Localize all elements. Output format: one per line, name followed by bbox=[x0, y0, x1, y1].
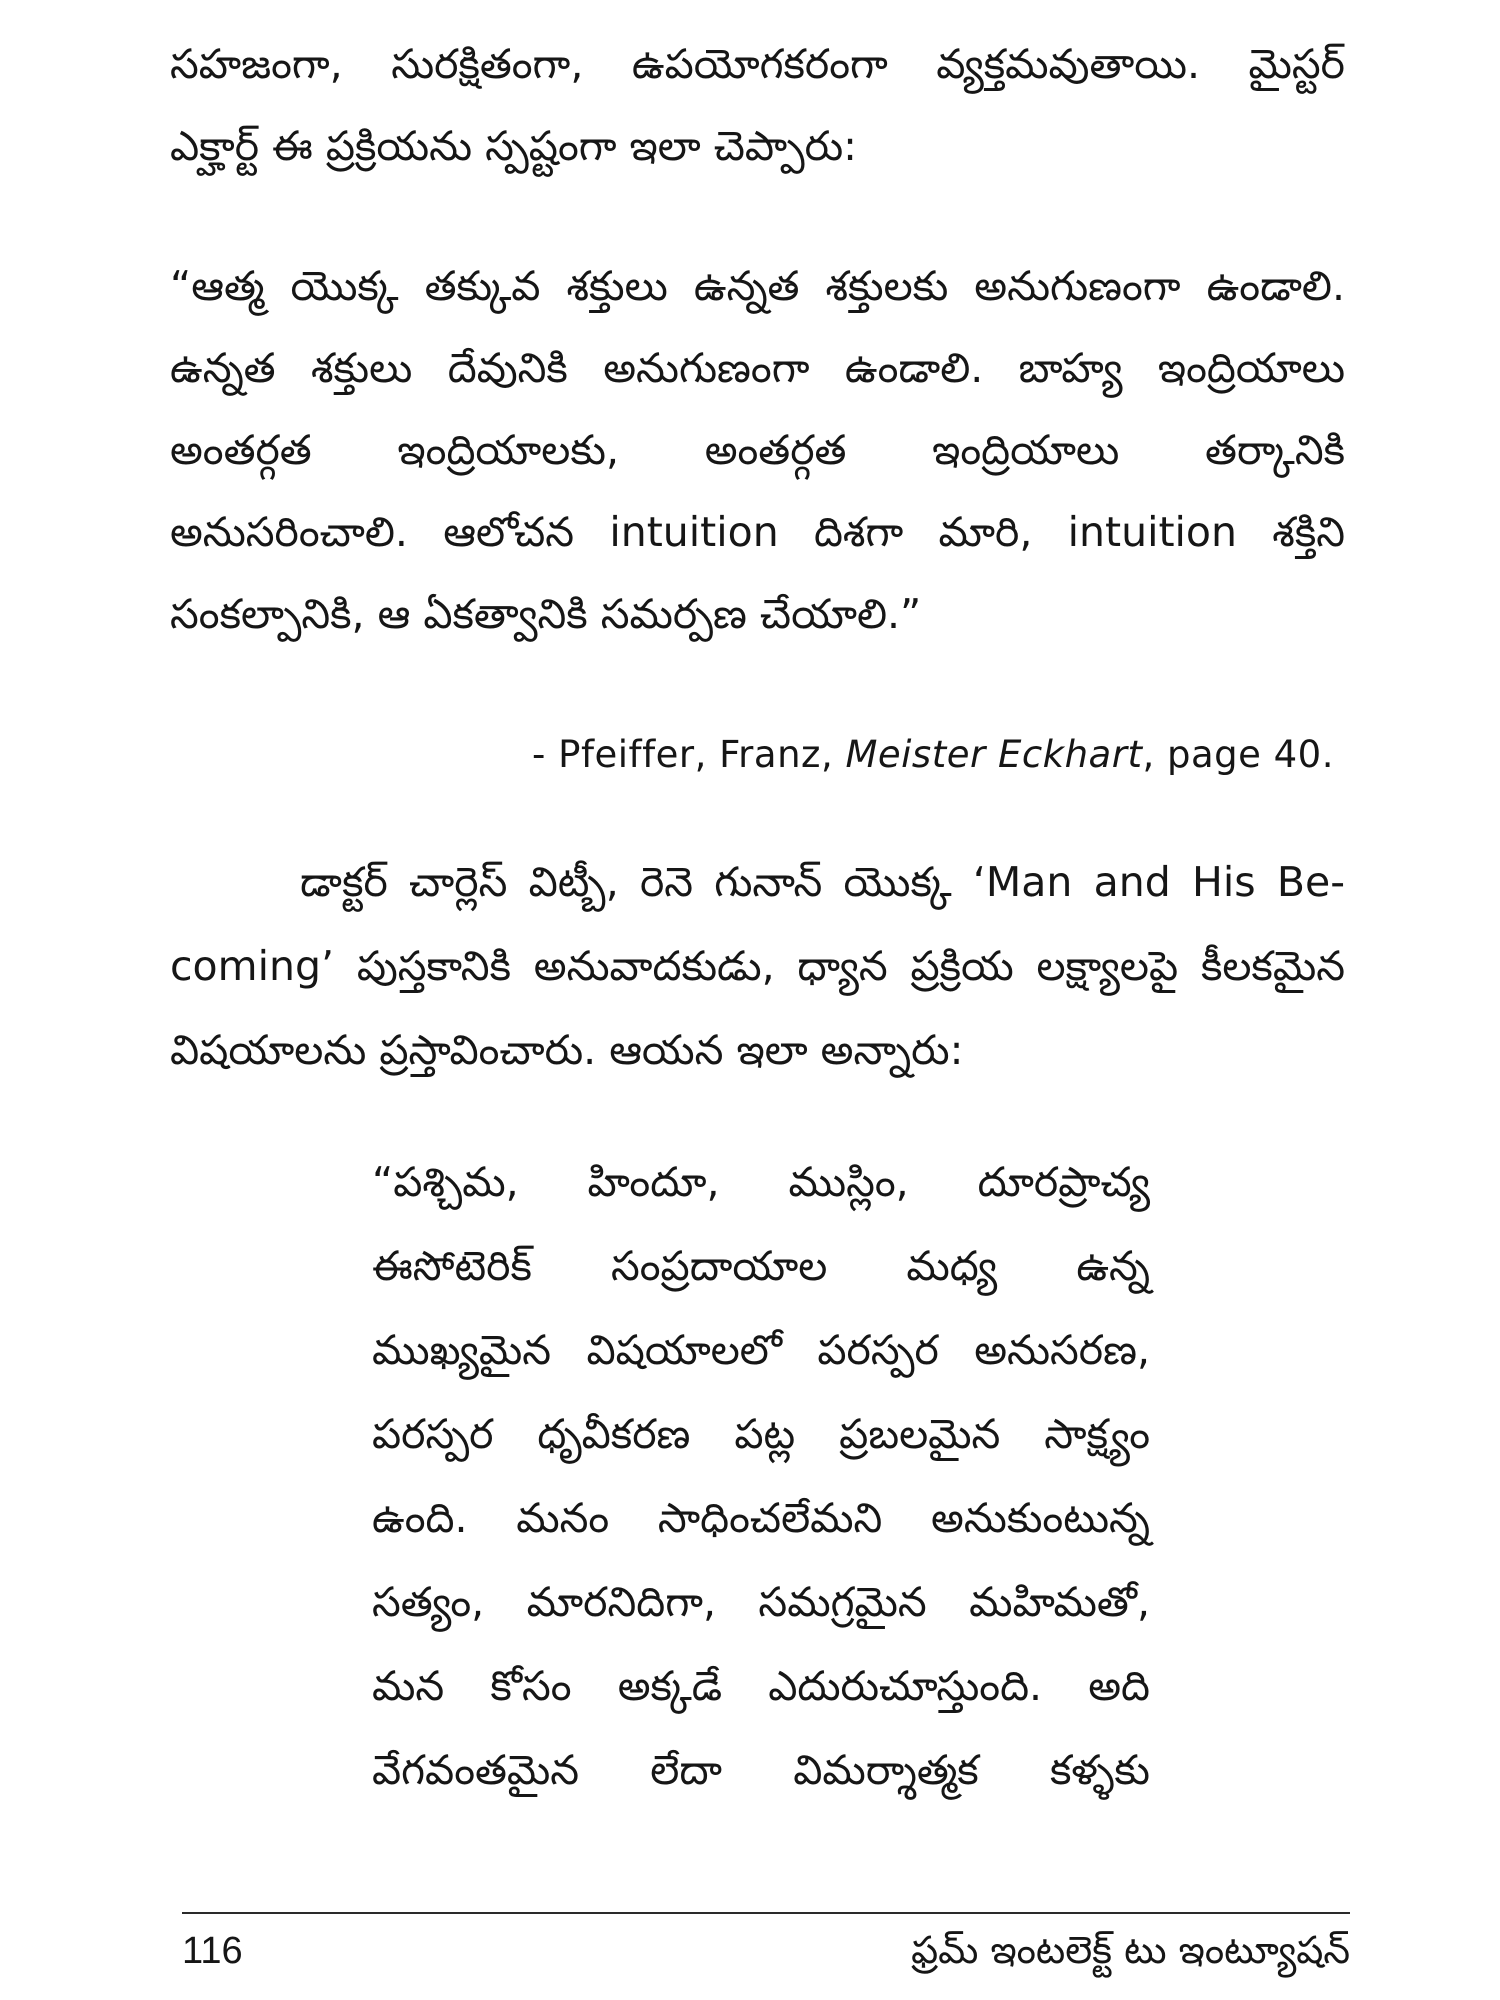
quote-2-line-8: వేగవంతమైన లేదా విమర్శాత్మక కళ్ళకు bbox=[372, 1746, 1150, 1794]
quote-2-line-6: సత్యం, మారనిదిగా, సమగ్రమైన మహిమతో, bbox=[372, 1578, 1150, 1626]
running-title: ఫ్రమ్ ఇంటలెక్ట్ టు ఇంట్యూషన్ bbox=[911, 1928, 1350, 1972]
quote-1-line-2: ఉన్నత శక్తులు దేవునికి అనుగుణంగా ఉండాలి. బాహ్య ఇంద్రియాలు bbox=[170, 344, 1345, 392]
citation bbox=[532, 733, 1334, 776]
quote-2-line-1: “పశ్చిమ, హిందూ, ముస్లిం, దూరప్రాచ్య bbox=[372, 1158, 1150, 1206]
quote-2-line-4: పరస్పర ధృవీకరణ పట్ల ప్రబలమైన సాక్ష్యం bbox=[372, 1410, 1150, 1458]
citation-title: Meister Eckhart bbox=[845, 733, 1143, 776]
citation-suffix: , page 40. bbox=[1142, 733, 1334, 776]
quote-1-line-4: అనుసరించాలి. ఆలోచన intuition దిశగా మారి, intuition శక్తిని bbox=[170, 508, 1345, 556]
paragraph-2-line-3: విషయాలను ప్రస్తావించారు. ఆయన ఇలా అన్నారు: bbox=[170, 1026, 964, 1074]
quote-1-line-1: “ఆత్మ యొక్క తక్కువ శక్తులు ఉన్నత శక్తులకు అనుగుణంగా ఉండాలి. bbox=[170, 262, 1345, 310]
paragraph-1-line-2: ఎక్హార్ట్ ఈ ప్రక్రియను స్పష్టంగా ఇలా చెప్పారు: bbox=[170, 122, 857, 170]
paragraph-2-line-1: డాక్టర్ చార్లెస్ విట్బీ, రెనె గునాన్ యొక్క ‘Man and His Be- bbox=[300, 858, 1345, 906]
citation-prefix: - Pfeiffer, Franz, bbox=[532, 733, 846, 776]
page-number: 116 bbox=[182, 1930, 243, 1972]
quote-2-line-2: ఈసోటెరిక్ సంప్రదాయాల మధ్య ఉన్న bbox=[372, 1242, 1150, 1290]
paragraph-1-line-1: సహజంగా, సురక్షితంగా, ఉపయోగకరంగా వ్యక్తమవుతాయి. మైస్టర్ bbox=[170, 40, 1345, 88]
quote-2-line-5: ఉంది. మనం సాధించలేమని అనుకుంటున్న bbox=[372, 1494, 1150, 1542]
footer-rule bbox=[182, 1912, 1350, 1914]
quote-2-line-3: ముఖ్యమైన విషయాలలో పరస్పర అనుసరణ, bbox=[372, 1326, 1150, 1374]
quote-2-line-7: మన కోసం అక్కడే ఎదురుచూస్తుంది. అది bbox=[372, 1662, 1150, 1710]
quote-1-line-3: అంతర్గత ఇంద్రియాలకు, అంతర్గత ఇంద్రియాలు తర్కానికి bbox=[170, 426, 1345, 474]
paragraph-2-line-2: coming’ పుస్తకానికి అనువాదకుడు, ధ్యాన ప్రక్రియ లక్ష్యాలపై కీలకమైన bbox=[170, 942, 1345, 990]
quote-1-line-5: సంకల్పానికి, ఆ ఏకత్వానికి సమర్పణ చేయాలి.” bbox=[170, 590, 922, 638]
